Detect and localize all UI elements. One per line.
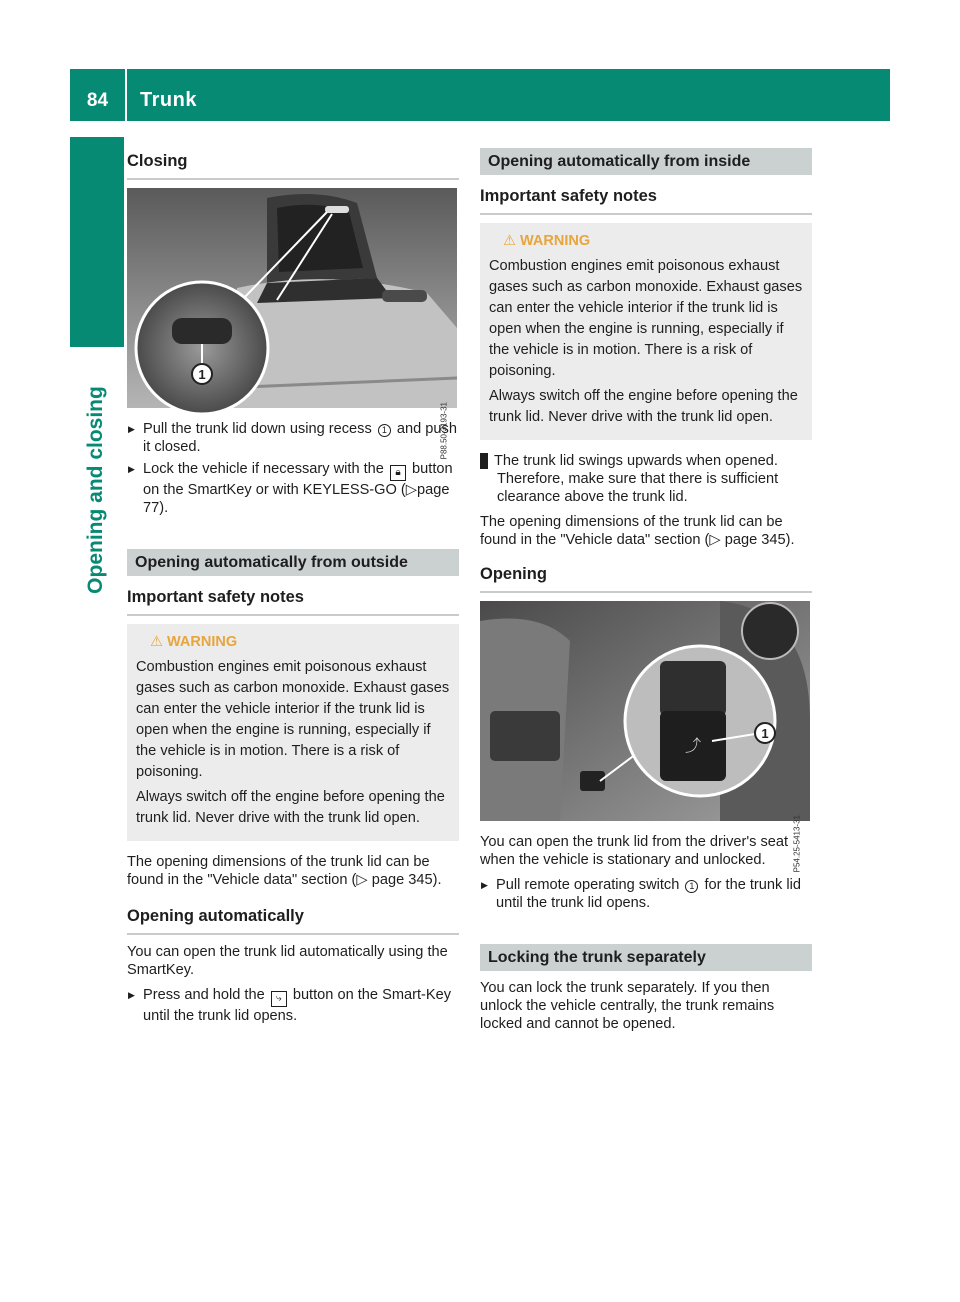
callout-1: 1 — [198, 367, 206, 382]
closing-step-1: ▶ Pull the trunk lid down using recess 1 and push it closed. — [127, 420, 459, 456]
locking-text: You can lock the trunk separately. If you then unlock the vehicle centrally, the trunk remains locked and cannot be opened. — [480, 980, 775, 1032]
callout-1: 1 — [685, 880, 698, 893]
opening-step: ▶ Pull remote operating switch 1 for the trunk lid until the trunk lid opens. — [480, 876, 812, 912]
lock-icon: 🔒︎ — [390, 465, 406, 481]
image-code: P88.50-3193-31 — [439, 402, 448, 460]
right-column — [473, 148, 812, 1040]
svg-text:⤴: ⤴ — [685, 736, 702, 755]
header-divider — [125, 69, 127, 121]
left-column — [127, 148, 459, 1029]
page-header — [70, 69, 890, 121]
exclamation-icon: ! — [480, 453, 488, 469]
image-code: P54.25-5413-31 — [792, 815, 801, 873]
warning-triangle-icon: ⚠︎ — [503, 233, 516, 249]
dimensions-text: The opening dimensions of the trunk lid can be found in the "Vehicle data" section (▷ page 345). — [480, 514, 795, 548]
warning-box — [480, 223, 812, 440]
opening-heading: Opening — [480, 561, 812, 593]
trunk-key-icon: ⤷ — [271, 991, 287, 1007]
warning-title: WARNING — [167, 634, 238, 650]
page-number: 84 — [86, 90, 109, 111]
warning-box — [127, 624, 459, 841]
auto-step: ▶ Press and hold the ⤷ button on the Smart-Key until the trunk lid opens. — [127, 986, 459, 1025]
callout-1: 1 — [761, 726, 769, 741]
arrow-icon: ▷ — [405, 482, 418, 498]
dimensions-text: The opening dimensions of the trunk lid can be found in the "Vehicle data" section (▷ page 345). — [127, 854, 442, 888]
inside-heading: Opening automatically from inside — [480, 148, 812, 175]
arrow-icon: ▷ — [709, 532, 721, 548]
callout-1: 1 — [378, 424, 391, 437]
warning-text: Combustion engines emit poisonous exhaust gases such as carbon monoxide. Exhaust gases can enter the vehicle interior if the trunk lid is open when the engine is running, especially if the vehicle is in motion. There is a risk of poisoning. — [489, 258, 803, 379]
closing-step-2: ▶ Lock the vehicle if necessary with the 🔒︎ button on the SmartKey or with KEYLESS-GO (▷page 77). — [127, 460, 459, 517]
locking-heading: Locking the trunk separately — [480, 944, 812, 971]
warning-text: Always switch off the engine before opening the trunk lid. Never drive with the trunk lid open. — [136, 789, 445, 826]
safety-heading: Important safety notes — [127, 584, 459, 616]
auto-heading: Opening automatically — [127, 903, 459, 935]
chapter-label: Opening and closing — [84, 386, 107, 594]
chapter-tab — [70, 137, 124, 347]
warning-triangle-icon: ⚠︎ — [150, 634, 163, 650]
warning-text: Combustion engines emit poisonous exhaust gases such as carbon monoxide. Exhaust gases can enter the vehicle interior if the trunk lid is open when the engine is running, especially if the vehicle is in motion. There is a risk of poisoning. — [136, 659, 450, 780]
section-title: Trunk — [140, 89, 197, 111]
auto-text: You can open the trunk lid automatically using the SmartKey. — [127, 944, 448, 978]
note: ! The trunk lid swings upwards when opened. Therefore, make sure that there is sufficient clearance above the trunk lid. — [473, 453, 779, 505]
warning-title: WARNING — [520, 233, 591, 249]
opening-text: You can open the trunk lid from the driver's seat when the vehicle is stationary and unlocked. — [480, 834, 789, 868]
warning-text: Always switch off the engine before opening the trunk lid. Never drive with the trunk lid open. — [489, 388, 798, 425]
arrow-icon: ▷ — [356, 872, 368, 888]
outside-heading: Opening automatically from outside — [127, 549, 459, 576]
closing-heading: Closing — [127, 148, 459, 180]
safety-heading: Important safety notes — [480, 183, 812, 215]
